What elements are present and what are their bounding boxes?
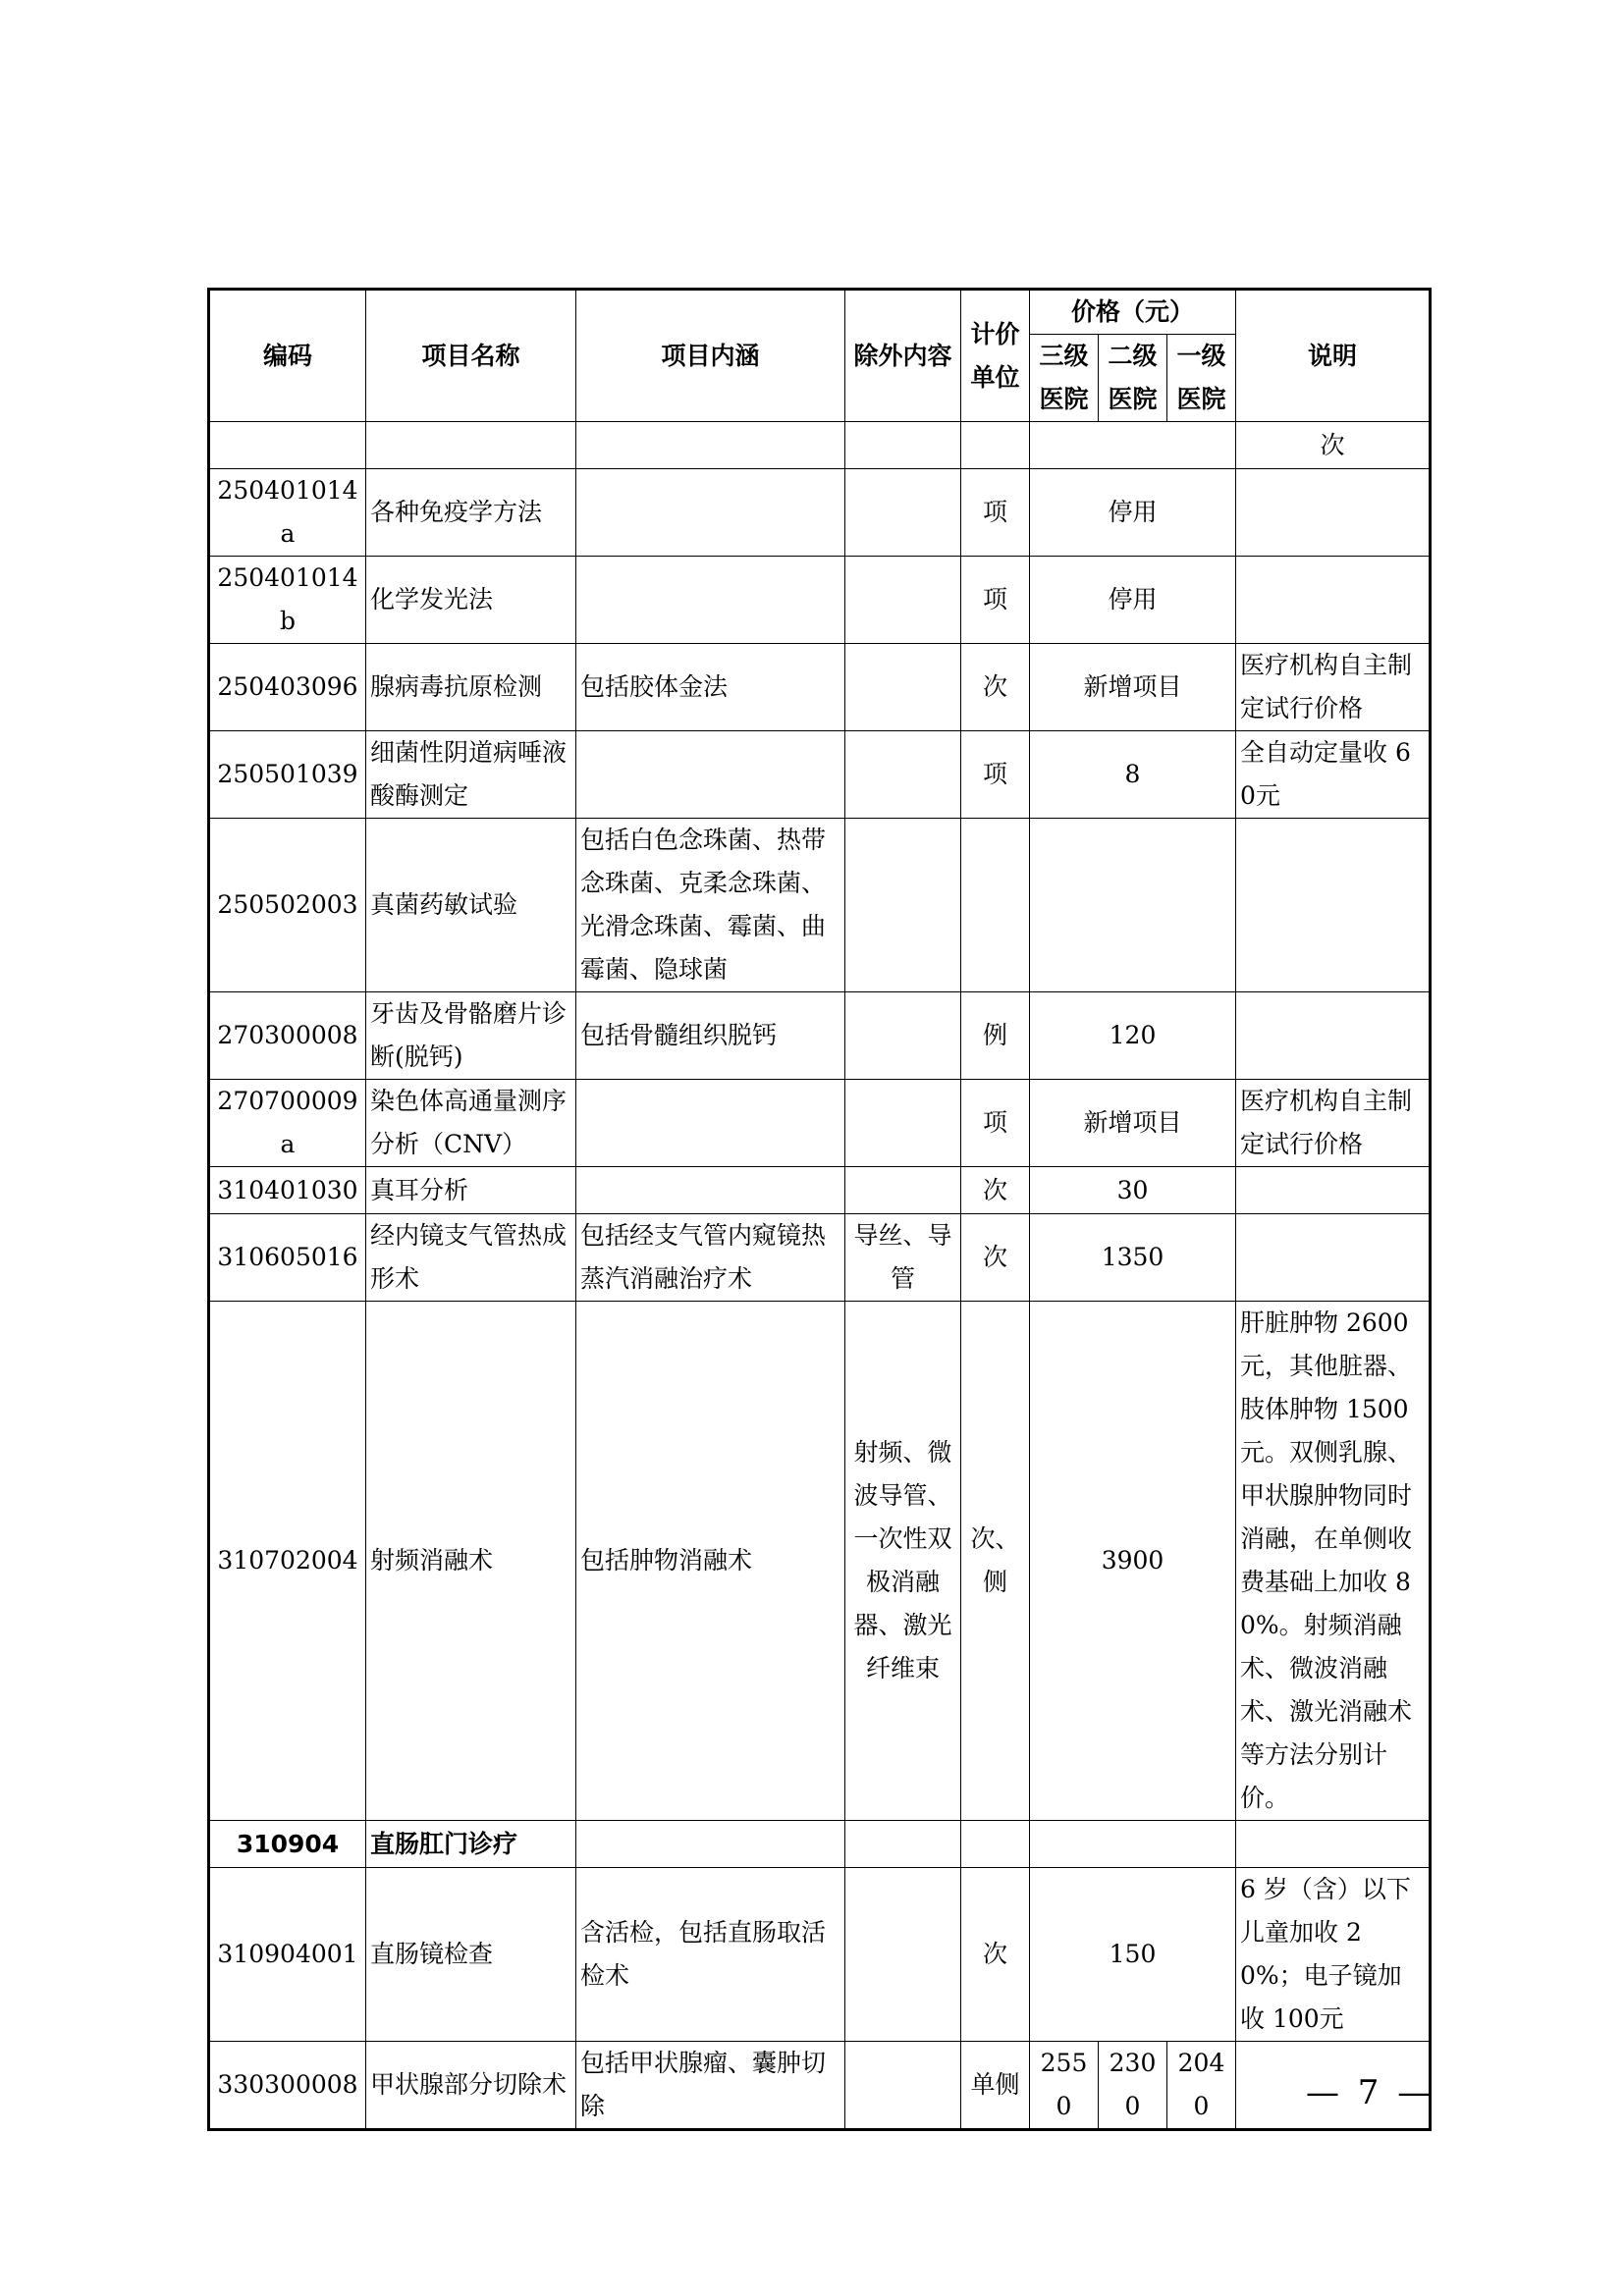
cell-unit (961, 1821, 1030, 1868)
header-unit: 计价单位 (961, 290, 1030, 422)
cell-content: 包括骨髓组织脱钙 (576, 992, 845, 1080)
cell-note: 医疗机构自主制定试行价格 (1236, 644, 1431, 731)
cell-unit: 次 (961, 1868, 1030, 2042)
cell-code: 310904 (209, 1821, 366, 1868)
cell-excluded (845, 992, 961, 1080)
table-row (209, 1080, 1431, 1167)
cell-unit: 次 (961, 1167, 1030, 1214)
cell-code: 250501039 (209, 731, 366, 819)
cell-name: 直肠镜检查 (366, 1868, 576, 2042)
cell-code: 250403096 (209, 644, 366, 731)
header-name: 项目名称 (366, 290, 576, 422)
cell-price: 3900 (1030, 1302, 1236, 1821)
cell-content (576, 469, 845, 557)
cell-unit: 次 (961, 1214, 1030, 1302)
cell-name: 真菌药敏试验 (366, 819, 576, 992)
cell-unit: 项 (961, 469, 1030, 557)
cell-content (576, 422, 845, 469)
table-row (209, 992, 1431, 1080)
cell-name: 射频消融术 (366, 1302, 576, 1821)
cell-price: 新增项目 (1030, 1080, 1236, 1167)
cell-price-tier1: 2550 (1030, 2042, 1099, 2130)
cell-content: 含活检，包括直肠取活检术 (576, 1868, 845, 2042)
cell-content: 包括胶体金法 (576, 644, 845, 731)
header-code: 编码 (209, 290, 366, 422)
cell-excluded (845, 2042, 961, 2130)
cell-note: 医疗机构自主制定试行价格 (1236, 1080, 1431, 1167)
cell-code: 250502003 (209, 819, 366, 992)
header-price-tier3: 一级医院 (1167, 335, 1236, 422)
category-row (209, 1821, 1431, 1868)
header-price-tier2: 二级医院 (1099, 335, 1167, 422)
cell-content: 包括白色念珠菌、热带念珠菌、克柔念珠菌、光滑念珠菌、霉菌、曲霉菌、隐球菌 (576, 819, 845, 992)
cell-price: 120 (1030, 992, 1236, 1080)
cell-price: 30 (1030, 1167, 1236, 1214)
cell-name: 各种免疫学方法 (366, 469, 576, 557)
page-number: — 7 — (1306, 2073, 1435, 2112)
cell-code: 250401014b (209, 557, 366, 644)
cell-excluded (845, 557, 961, 644)
cell-name: 直肠肛门诊疗 (366, 1821, 576, 1868)
price-table (207, 288, 1432, 2131)
cell-name: 经内镜支气管热成形术 (366, 1214, 576, 1302)
cell-unit: 项 (961, 731, 1030, 819)
cell-name: 化学发光法 (366, 557, 576, 644)
cell-excluded (845, 1167, 961, 1214)
table-row (209, 1868, 1431, 2042)
cell-content (576, 1821, 845, 1868)
cell-code (209, 422, 366, 469)
cell-unit: 项 (961, 1080, 1030, 1167)
cell-note (1236, 557, 1431, 644)
cell-unit: 单侧 (961, 2042, 1030, 2130)
cell-price: 1350 (1030, 1214, 1236, 1302)
cell-content (576, 557, 845, 644)
cell-code: 330300008 (209, 2042, 366, 2130)
cell-excluded (845, 422, 961, 469)
cell-name: 细菌性阴道病唾液酸酶测定 (366, 731, 576, 819)
cell-price-tier3: 2040 (1167, 2042, 1236, 2130)
cell-name (366, 422, 576, 469)
cell-content: 包括甲状腺瘤、囊肿切除 (576, 2042, 845, 2130)
table-row (209, 422, 1431, 469)
cell-price (1030, 819, 1236, 992)
cell-unit: 例 (961, 992, 1030, 1080)
cell-excluded (845, 1080, 961, 1167)
cell-excluded (845, 819, 961, 992)
table-row (209, 644, 1431, 731)
cell-note: 肝脏肿物 2600元，其他脏器、肢体肿物 1500 元。双侧乳腺、甲状腺肿物同时消融，在单侧收费基础上加收 80%。射频消融术、微波消融术、激光消融术等方法分别计价。 (1236, 1302, 1431, 1821)
cell-price: 150 (1030, 1868, 1236, 2042)
cell-excluded (845, 731, 961, 819)
table-row (209, 1302, 1431, 1821)
cell-note (1236, 469, 1431, 557)
cell-note: 全自动定量收 60元 (1236, 731, 1431, 819)
cell-code: 250401014a (209, 469, 366, 557)
header-price-tier1: 三级医院 (1030, 335, 1099, 422)
cell-price: 新增项目 (1030, 644, 1236, 731)
cell-price: 停用 (1030, 469, 1236, 557)
cell-unit: 项 (961, 557, 1030, 644)
cell-price: 停用 (1030, 557, 1236, 644)
table-row (209, 469, 1431, 557)
table-row (209, 557, 1431, 644)
cell-excluded (845, 644, 961, 731)
table-row (209, 731, 1431, 819)
cell-note (1236, 819, 1431, 992)
cell-content (576, 731, 845, 819)
cell-unit (961, 422, 1030, 469)
cell-content (576, 1080, 845, 1167)
header-note: 说明 (1236, 290, 1431, 422)
cell-excluded (845, 1821, 961, 1868)
cell-name: 真耳分析 (366, 1167, 576, 1214)
cell-excluded: 导丝、导管 (845, 1214, 961, 1302)
cell-name: 染色体高通量测序分析（CNV） (366, 1080, 576, 1167)
cell-content: 包括经支气管内窥镜热蒸汽消融治疗术 (576, 1214, 845, 1302)
cell-code: 310702004 (209, 1302, 366, 1821)
cell-price (1030, 1821, 1236, 1868)
cell-price: 8 (1030, 731, 1236, 819)
header-content: 项目内涵 (576, 290, 845, 422)
cell-note (1236, 1214, 1431, 1302)
cell-excluded: 射频、微波导管、一次性双极消融器、激光纤维束 (845, 1302, 961, 1821)
header-excluded: 除外内容 (845, 290, 961, 422)
cell-content (576, 1167, 845, 1214)
cell-name: 牙齿及骨骼磨片诊断(脱钙) (366, 992, 576, 1080)
cell-name: 甲状腺部分切除术 (366, 2042, 576, 2130)
cell-excluded (845, 1868, 961, 2042)
cell-note: 6 岁（含）以下儿童加收 20%；电子镜加收 100元 (1236, 1868, 1431, 2042)
table-row (209, 1214, 1431, 1302)
cell-note: 次 (1236, 422, 1431, 469)
header-price-group: 价格（元） (1030, 290, 1236, 335)
table-row (209, 2042, 1431, 2130)
cell-content: 包括肿物消融术 (576, 1302, 845, 1821)
cell-code: 310904001 (209, 1868, 366, 2042)
cell-note (1236, 1167, 1431, 1214)
cell-code: 310605016 (209, 1214, 366, 1302)
cell-price-tier2: 2300 (1099, 2042, 1167, 2130)
cell-code: 270700009a (209, 1080, 366, 1167)
cell-code: 270300008 (209, 992, 366, 1080)
cell-unit: 次 (961, 644, 1030, 731)
cell-unit: 次、侧 (961, 1302, 1030, 1821)
cell-note (1236, 1821, 1431, 1868)
cell-excluded (845, 469, 961, 557)
cell-unit (961, 819, 1030, 992)
cell-note (1236, 992, 1431, 1080)
cell-code: 310401030 (209, 1167, 366, 1214)
cell-price (1030, 422, 1236, 469)
table-row (209, 819, 1431, 992)
cell-name: 腺病毒抗原检测 (366, 644, 576, 731)
table-row (209, 1167, 1431, 1214)
